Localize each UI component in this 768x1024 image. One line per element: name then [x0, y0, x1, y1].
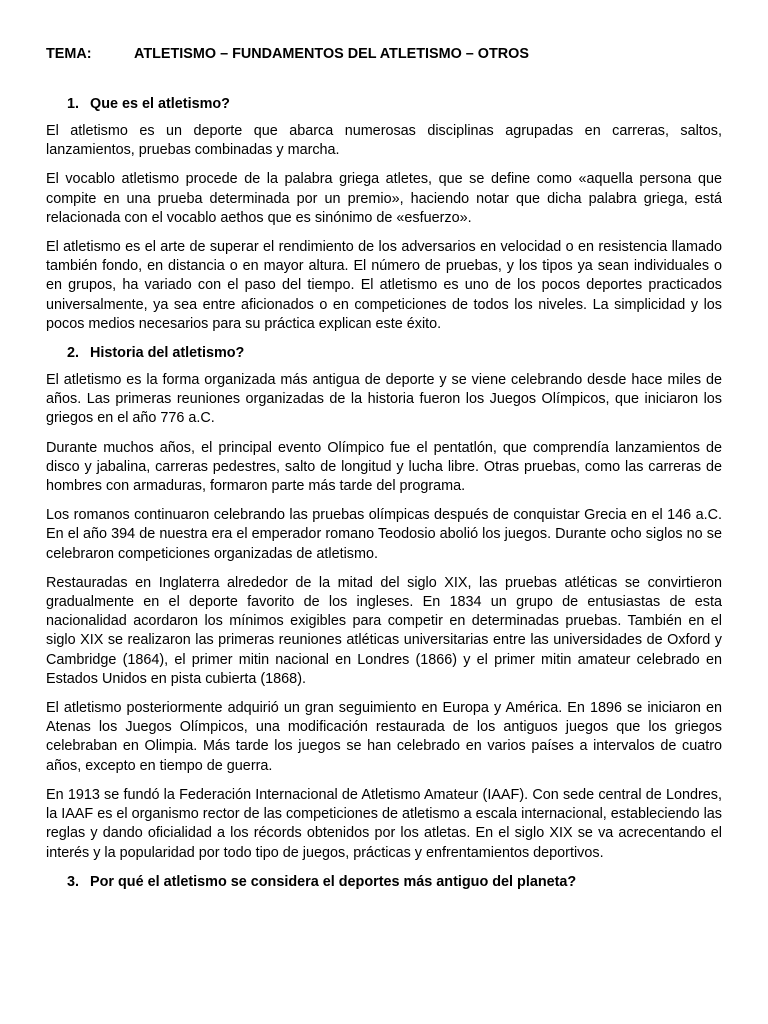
section-title: Por qué el atletismo se considera el deportes más antiguo del planeta? — [90, 873, 577, 890]
topic-title: ATLETISMO – FUNDAMENTOS DEL ATLETISMO – OTROS — [134, 46, 529, 62]
paragraph: En 1913 se fundó la Federación Internacional de Atletismo Amateur (IAAF). Con sede central de Londres, la IAAF es el organismo rector de las competiciones de atletismo a escala internacional, estableciendo las reglas y dando oficialidad a los récords obtenidos por los atletas. En el siglo XIX se va acrecentando el interés y la popularidad por todo tipo de juegos, prácticas y enfrentamientos deportivos. — [46, 786, 722, 861]
section-number: 1. — [67, 96, 80, 112]
section-heading-2 — [46, 344, 722, 363]
paragraph: Durante muchos años, el principal evento Olímpico fue el pentatlón, que comprendía lanzamientos de disco y jabalina, carreras pedestres, salto de longitud y lucha libre. Otras pruebas, como las carreras de hombres con armaduras, formaron parte más tarde del programa. — [46, 439, 722, 495]
section-heading-3 — [46, 873, 722, 892]
paragraph: El vocablo atletismo procede de la palabra griega atletes, que se define como «aquella persona que compite en una prueba determinada por un premio», haciendo notar que dicha palabra griega, está relacionada con el vocablo aethos que es sinónimo de «esfuerzo». — [46, 171, 722, 226]
section-heading-1 — [46, 95, 722, 114]
paragraph: El atletismo es la forma organizada más antigua de deporte y se viene celebrando desde hace miles de años. Las primeras reuniones organizadas de la historia fueron los Juegos Olímpicos, que iniciaron los griegos en el año 776 a.C. — [46, 372, 722, 427]
paragraph: El atletismo es el arte de superar el rendimiento de los adversarios en velocidad o en resistencia llamado también fondo, en distancia o en mayor altura. El número de pruebas, y los tipos ya sean individuales o en grupos, ha variado con el paso del tiempo. El atletismo es uno de los pocos deportes practicados universalmente, ya sea entre aficionados o en competiciones de todos los niveles. La simplicidad y los pocos medios necesarios para su práctica explican este éxito. — [46, 239, 722, 332]
paragraph: El atletismo es un deporte que abarca numerosas disciplinas agrupadas en carreras, saltos, lanzamientos, pruebas combinadas y marcha. — [46, 123, 722, 159]
section-number: 2. — [67, 345, 80, 362]
section-title: Historia del atletismo? — [90, 345, 245, 362]
topic-header — [46, 45, 722, 64]
section-number: 3. — [67, 873, 80, 890]
paragraph: Los romanos continuaron celebrando las pruebas olímpicas después de conquistar Grecia en el 146 a.C. En el año 394 de nuestra era el emperador romano Teodosio abolió los juegos. Durante ocho siglos no se celebraron competiciones organizadas de atletismo. — [46, 507, 722, 562]
paragraph: El atletismo posteriormente adquirió un gran seguimiento en Europa y América. En 1896 se iniciaron en Atenas los Juegos Olímpicos, una modificación restaurada de los antiguos juegos que los griegos celebraban en Olimpia. Más tarde los juegos se han celebrado en varios países a intervalos de cuatro años, excepto en tiempo de guerra. — [46, 700, 722, 774]
paragraph: Restauradas en Inglaterra alrededor de la mitad del siglo XIX, las pruebas atléticas se convirtieron gradualmente en el deporte favorito de los ingleses. En 1834 un grupo de entusiastas de esta nacionalidad acordaron los mínimos exigibles para competir en determinadas pruebas. También en el siglo XIX se realizaron las primeras reuniones atléticas universitarias entre las universidades de Oxford y Cambridge (1864), el primer mitin nacional en Londres (1866) y el primer mitin amateur celebrado en Estados Unidos en pista cubierta (1868). — [46, 574, 722, 687]
topic-label: TEMA: — [46, 46, 92, 62]
section-title: Que es el atletismo? — [90, 96, 230, 112]
